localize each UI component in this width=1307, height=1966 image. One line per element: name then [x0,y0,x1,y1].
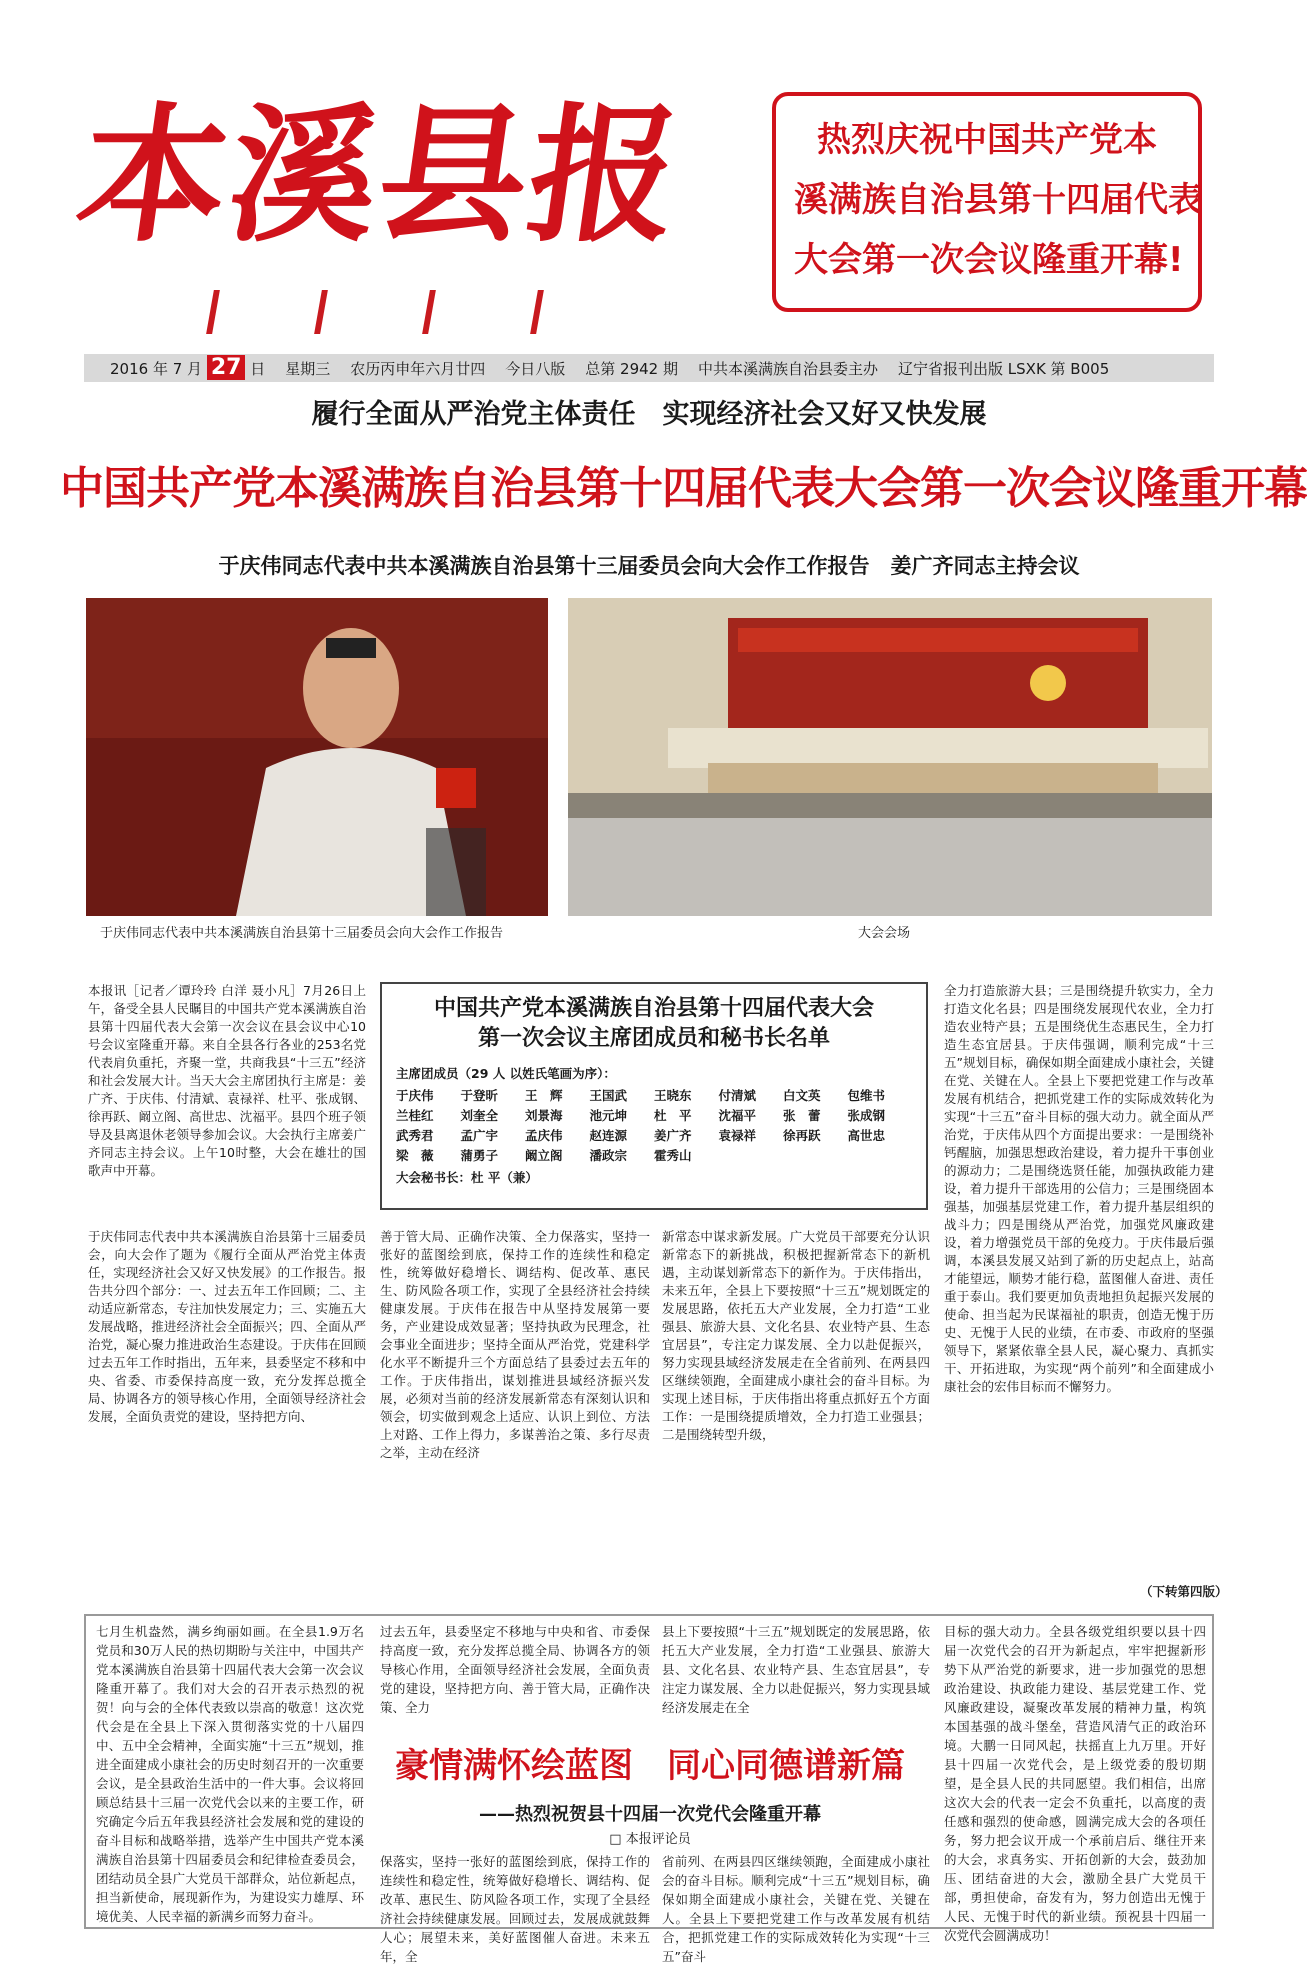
presidium-title-line2: 第一次会议主席团成员和秘书长名单 [477,1026,830,1051]
article-col3-bottom: 新常态中谋求新发展。广大党员干部要充分认识新常态下的新挑战，积极把握新常态下的新机遇，主动谋划新常态下的新作为。于庆伟指出，未来五年，全县上下要按照“十三五”规划既定的发展思路，依托五大产业发展，全力打造“工业强县、旅游大县、文化名县、农业特产县、生态宜居县”，专注定力谋发展、全力以赴促振兴，努力实现县域经济发展走在全省前列、在两县四区继续领跑，全面建成小康社会的奋斗目标。为实现上述目标，于庆伟指出将重点抓好五个方面工作：一是围绕提质增效，全力打造工业强县；二是围绕转型升级， [662,1229,930,1442]
editorial-col4: 目标的强大动力。全县各级党组织要以县十四届一次党代会的召开为新起点，牢牢把握新形势下从严治党的新要求，进一步加强党的思想政治建设、执政能力建设、基层党建工作、党风廉政建设，凝聚改革发展的精神力量，构筑本国基强的战斗堡垒，营造风清气正的政治环境。大鹏一日同风起，扶摇直上九万里。开好县十四届一次党代会，是上级党委的殷切期望，是全县人民的共同愿望。我们相信，出席这次大会的代表一定会不负重托，以高度的责任感和强烈的使命感，圆满完成大会的各项任务，努力把会议开成一个承前启后、继往开来的大会，求真务实、开拓创新的大会，鼓劲加压、团结奋进的大会，激励全县广大党员干部，勇担使命，奋发有为，努力创造出无愧于人民、无愧于时代的新业绩。预祝县十四届一次党代会圆满成功！ [944,1624,1206,1943]
presidium-member: 梁 薇 [396,1148,434,1163]
banner-line: 大会第一次会议隆重开幕! [794,240,1184,280]
editorial-col2-top: 过去五年，县委坚定不移地与中央和省、市委保持高度一致，充分发挥总揽全局、协调各方的领导核心作用，全面领导经济社会发展，全面负责党的建设，坚持把方向、善于管大局，正确作决策、全力 [380,1624,650,1715]
speaker-illustration [86,598,548,916]
kicker-headline: 履行全面从严治党主体责任 实现经济社会又好又快发展 [311,399,987,430]
editorial-col3-bottom: 省前列、在两县四区继续领跑，全面建成小康社会的奋斗目标。顺利完成“十三五”规划目标，确保如期全面建成小康社会，关键在党、关键在人。全县上下要把党建工作与改革发展有机结合，把抓党建工作的实际成效转化为实现“十三五”奋斗 [662,1854,930,1964]
presidium-member: 潘政宗 [589,1148,628,1163]
presidium-member: 王晓东 [654,1088,692,1103]
date-year-month: 2016 年 7 月 27 日 [110,355,266,380]
presidium-member: 沈福平 [718,1108,757,1123]
presidium-member: 刘奎全 [460,1108,499,1123]
presidium-member: 于庆伟 [396,1088,434,1103]
editorial-col3-top: 县上下要按照“十三五”规划既定的发展思路，依托五大产业发展，全力打造“工业强县、旅游大县、文化名县、农业特产县、生态宜居县”，专注定力谋发展、全力以赴促振兴，努力实现县域经济发展走在全 [662,1624,930,1715]
article-col2-bottom: 善于管大局、正确作决策、全力保落实，坚持一张好的蓝图绘到底，保持工作的连续性和稳定性，统筹做好稳增长、调结构、促改革、惠民生、防风险各项工作，实现了全县经济社会持续健康发展。于庆伟在报告中从坚持发展第一要务，产业建设成效显著；坚持执政为民理念，社会事业全面进步；坚持全面从严治党，党建科学化水平不断提升三个方面总结了县委过去五年的工作。于庆伟指出，谋划推进县域经济振兴发展，必须对当前的经济发展新常态有深刻认识和领会，切实做到观念上适应、认识上到位、方法上对路、工作上得力，多谋善治之策、多行尽责之举，主动在经济 [380,1229,650,1460]
mongol-glyph [422,290,466,334]
editorial-col1: 七月生机盎然，满乡绚丽如画。在全县1.9万名党员和30万人民的热切期盼与关注中，中国共产党本溪满族自治县第十四届代表大会第一次会议隆重开幕了。我们对大会的召开表示热烈的祝贺！向与会的全体代表致以崇高的敬意！这次党代会是在全县上下深入贯彻落实党的十八届四中、五中全会精神，全面实施“十三五”规划，推进全面建成小康社会的历史时刻召开的一次重要会议，是全县政治生活中的一件大事。会议将回顾总结县十三届一次党代会以来的主要工作，研究确定今后五年我县经济社会发展和党的建设的奋斗目标和战略举措，选举产生中国共产党本溪满族自治县第十四届委员会和纪律检查委员会，团结动员全县广大党员干部群众，站位新起点，担当新使命，展现新作为，为建设实力雄厚、环境优美、人民幸福的新满乡而努力奋斗。 [96,1624,364,1924]
presidium-member: 赵连源 [589,1128,628,1143]
date-day: 27 [207,355,246,380]
presidium-member: 阚立阁 [525,1148,563,1163]
license: 辽宁省报刊出版 LSXK 第 B005 [898,359,1110,378]
presidium-member: 白文英 [783,1088,821,1103]
issue-number: 总第 2942 期 [585,359,678,378]
presidium-member: 刘景海 [525,1108,563,1123]
presidium-member: 袁禄祥 [718,1128,757,1143]
presidium-member: 付清斌 [718,1088,757,1103]
presidium-member: 杜 平 [654,1108,692,1123]
speaker-photo-caption: 于庆伟同志代表中共本溪满族自治县第十三届委员会向大会作工作报告 [100,926,504,941]
presidium-label: 主席团成员（29 人 以姓氏笔画为序）： [396,1066,616,1081]
page-count: 今日八版 [505,359,566,378]
dateline [84,354,1214,382]
venue-illustration [568,598,1212,916]
article-col1-top: 本报讯［记者／谭玲玲 白洋 聂小凡］7月26日上午，备受全县人民瞩目的中国共产党本溪满族自治县第十四届代表大会第一次会议在县会议中心10号会议室隆重开幕。来自全县各行各业的253名党代表肩负重托，齐聚一堂，共商我县“十三五”经济和社会发展大计。当天大会主席团执行主席是：姜广齐、于庆伟、付清斌、袁禄祥、杜平、张成钢、徐再跃、阚立阁、高世忠、沈福平。县四个班子领导及县离退休老领导参加会议。大会执行主席姜广齐同志主持会议。上午10时整，大会在雄壮的国歌声中开幕。 [88,983,366,1178]
presidium-member: 于登昕 [460,1088,499,1103]
presidium-member: 包维书 [847,1088,886,1103]
speaker-photo [86,598,548,916]
editorial-byline: □ 本报评论员 [609,1832,691,1847]
presidium-member: 姜广齐 [654,1128,692,1143]
venue-photo [568,598,1212,916]
presidium-member: 张成钢 [847,1108,886,1123]
editorial-title: 豪情满怀绘蓝图 同心同德谱新篇 [395,1746,905,1786]
presidium-member: 王国武 [589,1088,628,1103]
editorial-subtitle: ——热烈祝贺县十四届一次党代会隆重开幕 [479,1804,821,1825]
article-col1-bottom: 于庆伟同志代表中共本溪满族自治县第十三届委员会，向大会作了题为《履行全面从严治党主体责任，实现经济社会又好又快发展》的工作报告。报告共分四个部分：一、过去五年工作回顾；二、主动适应新常态，专注加快发展定力；三、实施五大发展战略，推进经济社会全面振兴；四、全面从严治党，凝心聚力推进政治生态建设。于庆伟在回顾过去五年工作时指出，五年来，县委坚定不移和中央、省委、市委保持高度一致，充分发挥总揽全局、协调各方的领导核心作用，全面领导经济社会发展，全面负责党的建设，坚持把方向、 [88,1229,366,1424]
mongol-glyph [530,290,574,334]
presidium-member: 孟庆伟 [525,1128,563,1143]
main-headline: 中国共产党本溪满族自治县第十四届代表大会第一次会议隆重开幕 [60,463,1307,514]
venue-photo-caption: 大会会场 [858,926,911,941]
presidium-member-grid [396,1086,912,1166]
presidium-member: 蒲勇子 [460,1148,499,1163]
mongol-glyph [206,290,250,334]
celebration-banner [772,92,1202,312]
presidium-member: 王 辉 [525,1088,563,1103]
presidium-member: 高世忠 [847,1128,886,1143]
mongol-glyph [314,290,358,334]
continued-note: （下转第四版） [1140,1584,1228,1599]
masthead [67,88,700,280]
banner-line: 溪满族自治县第十四届代表 [794,180,1202,220]
presidium-member: 霍秀山 [654,1148,692,1163]
lunar-date: 农历丙申年六月廿四 [350,359,486,378]
presidium-member: 武秀君 [396,1128,434,1143]
presidium-member: 徐再跃 [783,1128,821,1143]
article-col4: 全力打造旅游大县；三是围绕提升软实力，全力打造文化名县；四是围绕发展现代农业，全力打造农业特产县；五是围绕优生态惠民生，全力打造生态宜居县。于庆伟强调，顺利完成“十三五”规划目标，确保如期全面建成小康社会，关键在党、关键在人。全县上下要把党建工作与改革发展有机结合，把抓党建工作的实际成效转化为实现“十三五”奋斗目标的强大动力。就全面从严治党，于庆伟从四个方面提出要求：一是围绕补钙醒脑，加强思想政治建设，着力提升干事创业的源动力；二是围绕选贤任能，加强执政能力建设，着力提升干部选用的公信力；三是围绕固本强基，加强基层党建工作，着力提升基层组织的战斗力；四是围绕从严治党，加强党风廉政建设，着力增强党员干部的免疫力。于庆伟最后强调，本溪县发展又站到了新的历史起点上，站高才能望远，顺势才能行稳，蓝图催人奋进、责任重于泰山。我们要更加负责地担负起振兴发展的使命、担当起为民谋福祉的职责，创造无愧于历史、无愧于人民的业绩，在市委、市政府的坚强领导下，紧紧依靠全县人民，凝心聚力、真抓实干、开拓进取，为实现“两个前列”和全面建成小康社会的宏伟目标而不懈努力。 [944,983,1214,1394]
banner-line: 热烈庆祝中国共产党本 [817,120,1157,160]
presidium-member: 兰桂红 [396,1108,434,1123]
masthead-title: 本溪县报 [67,88,693,262]
presidium-member: 孟广宇 [460,1128,499,1143]
presidium-member: 张 蕾 [783,1108,821,1123]
sponsor: 中共本溪满族自治县委主办 [698,359,879,378]
weekday: 星期三 [285,359,331,378]
mongolian-script [210,290,610,340]
sub-headline: 于庆伟同志代表中共本溪满族自治县第十三届委员会向大会作工作报告 姜广齐同志主持会议 [218,554,1080,578]
presidium-title-line1: 中国共产党本溪满族自治县第十四届代表大会 [433,996,874,1021]
presidium-box [380,982,928,1210]
presidium-member: 池元坤 [589,1108,628,1123]
secretary-general: 大会秘书长：杜 平（兼） [396,1170,538,1185]
editorial-col2-bottom: 保落实，坚持一张好的蓝图绘到底，保持工作的连续性和稳定性，统筹做好稳增长、调结构、促改革、惠民生、防风险各项工作，实现了全县经济社会持续健康发展。回顾过去，发展成就鼓舞人心；展望未来，美好蓝图催人奋进。未来五年，全 [380,1854,650,1964]
